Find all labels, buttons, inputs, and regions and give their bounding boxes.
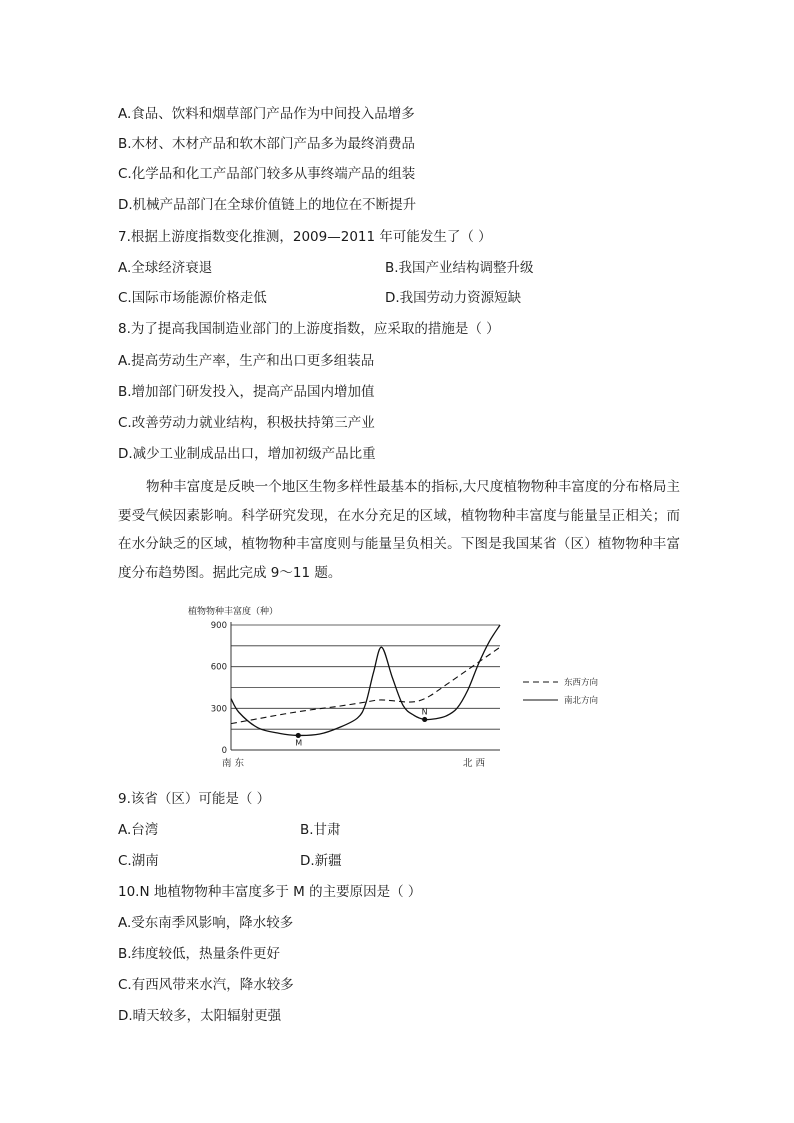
q10-option-d: D.晴天较多，太阳辐射更强	[118, 1008, 282, 1024]
q8-option-c: C.改善劳动力就业结构，积极扶持第三产业	[118, 415, 375, 431]
q8-option-b: B.增加部门研发投入，提高产品国内增加值	[118, 384, 375, 400]
point-m	[296, 733, 301, 738]
q10-stem: 10.N 地植物物种丰富度多于 M 的主要原因是（ ）	[118, 884, 422, 900]
chart-y-ticks	[211, 621, 227, 756]
y-tick-label: 600	[210, 662, 227, 673]
y-tick-label: 300	[210, 704, 227, 715]
point-n	[422, 717, 427, 722]
richness-chart	[180, 600, 610, 772]
q7-stem: 7.根据上游度指数变化推测，2009—2011 年可能发生了（ ）	[118, 229, 492, 245]
passage: 物种丰富度是反映一个地区生物多样性最基本的指标,大尺度植物物种丰富度的分布格局主要受气候因素影响。科学研究发现，在水分充足的区域，植物物种丰富度与能量呈正相关；而在水分缺乏的区域，植物物种丰富度则与能量呈负相关。下图是我国某省（区）植物物种丰富度分布趋势图。据此完成 9～11 题。	[118, 479, 680, 581]
q9-option-b: B.甘肃	[300, 822, 341, 838]
q8-option-a: A.提高劳动生产率，生产和出口更多组装品	[118, 353, 375, 369]
q10-option-c: C.有西风带来水汽，降水较多	[118, 977, 294, 993]
q8-stem: 8.为了提高我国制造业部门的上游度指数，应采取的措施是（ ）	[118, 321, 500, 337]
q9-option-a: A.台湾	[118, 822, 159, 838]
y-tick-label: 0	[221, 746, 227, 756]
q6-option-d: D.机械产品部门在全球价值链上的地位在不断提升	[118, 197, 417, 213]
q6-option-b: B.木材、木材产品和软木部门产品多为最终消费品	[118, 136, 416, 152]
legend-label: 南北方向	[564, 696, 599, 706]
series-south-north-line	[231, 625, 500, 735]
q9-option-d: D.新疆	[300, 853, 342, 869]
q10-option-b: B.纬度较低，热量条件更好	[118, 946, 281, 962]
q9-option-c: C.湖南	[118, 853, 159, 869]
q7-option-a: A.全球经济衰退	[118, 260, 213, 276]
q10-option-a: A.受东南季风影响，降水较多	[118, 915, 294, 931]
point-label: M	[295, 738, 303, 748]
q7-option-b: B.我国产业结构调整升级	[385, 260, 534, 276]
chart-grid	[231, 622, 500, 750]
q7-option-d: D.我国劳动力资源短缺	[385, 290, 522, 306]
legend-label: 东西方向	[564, 678, 599, 688]
point-label: N	[421, 707, 428, 717]
x-start-label: 南 东	[222, 758, 245, 769]
chart-ylabel: 植物物种丰富度（种）	[188, 607, 279, 617]
y-tick-label: 900	[210, 621, 227, 631]
q7-option-c: C.国际市场能源价格走低	[118, 290, 267, 306]
q6-option-a: A.食品、饮料和烟草部门产品作为中间投入品增多	[118, 106, 415, 122]
chart-legend	[523, 677, 599, 706]
series-east-west-line	[231, 647, 500, 723]
q9-stem: 9.该省（区）可能是（ ）	[118, 791, 271, 807]
q6-option-c: C.化学品和化工产品部门较多从事终端产品的组装	[118, 166, 416, 182]
q8-option-d: D.减少工业制成品出口，增加初级产品比重	[118, 446, 376, 462]
x-end-label: 北 西	[463, 758, 486, 769]
